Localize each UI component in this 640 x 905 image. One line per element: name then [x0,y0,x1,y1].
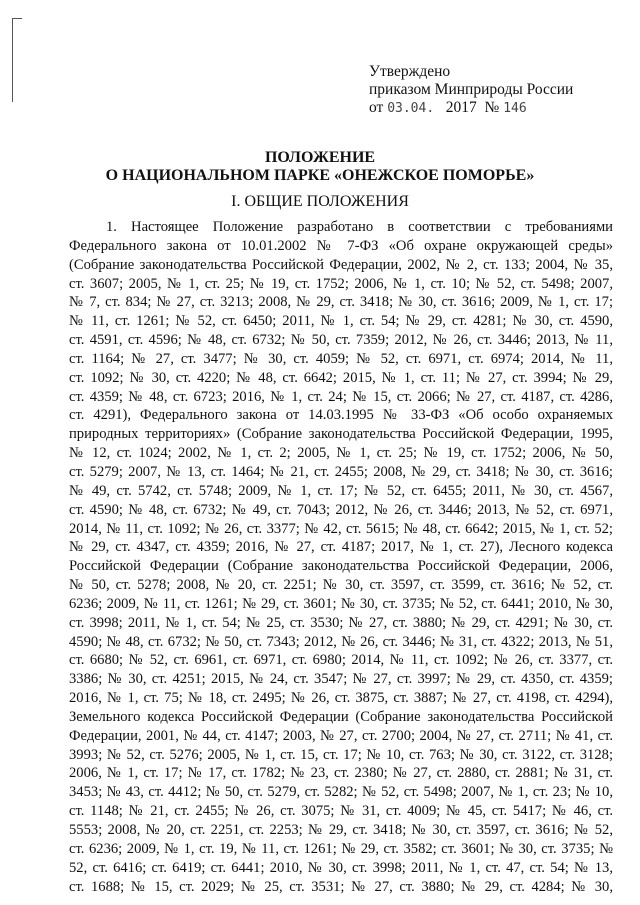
document-title-line1: ПОЛОЖЕНИЕ [264,149,376,166]
paragraph-line: № 11, ст. 1261; № 52, ст. 6450; 2011, № 1, ст. 54; № 29, ст. 4281; № 30, ст. 4590, [69,313,613,330]
approval-line-order: приказом Минприроды России [369,81,574,98]
paragraph-line: ст. 5279; 2007, № 13, ст. 1464; № 21, ст. 2455; 2008, № 29, ст. 3418; № 30, ст. 3616; [69,463,613,480]
paragraph-line: 3993; № 52, ст. 5276; 2005, № 1, ст. 15, ст. 17; № 10, ст. 763; № 30, ст. 3122, ст. 3128; [69,746,613,763]
paragraph-line: 2006, № 1, ст. 17; № 17, ст. 1782; № 23, ст. 2380; № 27, ст. 2880, ст. 2881; № 31, ст. [69,765,613,782]
paragraph-line: 1. Настоящее Положение разработано в соответствии с требованиями [106,219,613,235]
paragraph-line: ст. 4359; № 48, ст. 6723; 2016, № 1, ст. 24; № 15, ст. 2066; № 27, ст. 4187, ст. 4286, [69,388,613,405]
paragraph-line: природных территориях» (Собрание законодательства Российской Федерации, 1995, [69,426,613,443]
paragraph-line: 4590; № 48, ст. 6732; № 50, ст. 7343; 2012, № 26, ст. 3446; № 31, ст. 4322; 2013, № 51, [69,633,613,650]
paragraph-line: (Собрание законодательства Российской Федерации, 2002, № 2, ст. 133; 2004, № 35, [69,256,613,273]
approval-date: 03.04. [387,101,435,116]
paragraph-line: ст. 4291), Федерального закона от 14.03.1995 № 33-ФЗ «Об особо охраняемых [69,407,613,424]
approval-block [369,63,573,118]
paragraph-line: 2014, № 11, ст. 1092; № 26, ст. 3377; № 42, ст. 5615; № 48, ст. 6642; 2015, № 1, ст. 52; [69,520,613,537]
section-heading: I. ОБЩИЕ ПОЛОЖЕНИЯ [231,193,409,210]
paragraph-line: 3453; № 43, ст. 4412; № 50, ст. 5279, ст. 5282; № 52, ст. 5498; 2007, № 1, ст. 23; № 10, [69,784,613,801]
paragraph-1 [69,218,613,896]
paragraph-line: ст. 1148; № 21, ст. 2455; № 26, ст. 3075; № 31, ст. 4009; № 45, ст. 5417; № 46, ст. [69,803,613,820]
approval-year: 2017 [445,99,477,116]
paragraph-line: ст. 1092; № 30, ст. 4220; № 48, ст. 6642; 2015, № 1, ст. 11; № 27, ст. 3994; № 29, [69,369,613,386]
paragraph-line: 52, ст. 6416; ст. 6419; ст. 6441; 2010, № 30, ст. 3998; 2011, № 1, ст. 47, ст. 54; № 13, [69,859,613,876]
approval-line-approved: Утверждено [369,63,451,80]
paragraph-line: ст. 4590; № 48, ст. 6732; № 49, ст. 7043; 2012, № 26, ст. 3446; 2013, № 52, ст. 6971, [69,501,613,518]
paragraph-line: 5553; 2008, № 20, ст. 2251, ст. 2253; № 29, ст. 3418; № 30, ст. 3597, ст. 3616; № 52, [69,822,613,838]
paragraph-line: ст. 6236; 2009, № 1, ст. 19, № 11, ст. 1261; № 29, ст. 3582; ст. 3601; № 30, ст. 3735; № [69,840,613,857]
approval-line-date [369,99,573,118]
paragraph-line: № 49, ст. 5742, ст. 5748; 2009, № 1, ст. 17; № 52, ст. 6455; 2011, № 30, ст. 4567, [69,482,613,499]
paragraph-line: № 29, ст. 4347, ст. 4359; 2016, № 27, ст. 4187; 2017, № 1, ст. 27), Лесного кодекса [69,539,613,556]
document-title-line2: О НАЦИОНАЛЬНОМ ПАРКЕ «ОНЕЖСКОЕ ПОМОРЬЕ» [105,167,535,184]
paragraph-line: № 12, ст. 1024; 2002, № 1, ст. 2; 2005, № 1, ст. 25; № 19, ст. 1752; 2006, № 50, [69,445,613,462]
paragraph-line: 6236; 2009, № 11, ст. 1261; № 29, ст. 3601; № 30, ст. 3735; № 52, ст. 6441; 2010, № 30, [69,595,613,612]
paragraph-line: 2016, № 1, ст. 75; № 18, ст. 2495; № 26, ст. 3875, ст. 3887; № 27, ст. 4198, ст. 4294), [69,690,613,707]
document-title [0,149,640,185]
paragraph-line: Российской Федерации (Собрание законодательства Российской Федерации, 2006, [69,558,613,575]
scan-edge-tick [12,18,22,19]
approval-number: 146 [503,101,527,116]
paragraph-line: Федерального закона от 10.01.2002 № 7-ФЗ «Об охране окружающей среды» [69,237,613,254]
scan-edge-mark [12,18,13,102]
paragraph-line: ст. 3998; 2011, № 1, ст. 54; № 25, ст. 3530; № 27, ст. 3880; № 29, ст. 4291; № 30, ст. [69,614,613,631]
paragraph-line: ст. 3607; 2005, № 1, ст. 25; № 19, ст. 1752; 2006, № 1, ст. 10; № 52, ст. 5498; 2007, [69,275,613,292]
paragraph-line: Земельного кодекса Российской Федерации (Собрание законодательства Российской [69,708,613,725]
paragraph-line: № 7, ст. 834; № 27, ст. 3213; 2008, № 29, ст. 3418; № 30, ст. 3616; 2009, № 1, ст. 17; [69,294,613,311]
paragraph-line: № 50, ст. 5278; 2008, № 20, ст. 2251; № 30, ст. 3597, ст. 3599, ст. 3616; № 52, ст. [69,577,613,594]
paragraph-line: ст. 6680; № 52, ст. 6961, ст. 6971, ст. 6980; 2014, № 11, ст. 1092; № 26, ст. 3377, ст. [69,652,613,669]
paragraph-line: Федерации, 2001, № 44, ст. 4147; 2003, № 27, ст. 2700; 2004, № 27, ст. 2711; № 41, ст. [69,727,613,744]
paragraph-line: 3386; № 30, ст. 4251; 2015, № 24, ст. 3547; № 27, ст. 3997; № 29, ст. 4350, ст. 4359; [69,671,613,688]
approval-number-sign: № [484,99,500,116]
approval-date-prefix: от [369,99,384,116]
paragraph-line: ст. 4591, ст. 4596; № 48, ст. 6732; № 50, ст. 7359; 2012, № 26, ст. 3446; 2013, № 11, [69,332,613,349]
paragraph-line: ст. 1688; № 15, ст. 2029; № 25, ст. 3531; № 27, ст. 3880; № 29, ст. 4284; № 30, [69,878,613,895]
paragraph-line: ст. 1164; № 27, ст. 3477; № 30, ст. 4059; № 52, ст. 6971, ст. 6974; 2014, № 11, [69,350,613,367]
